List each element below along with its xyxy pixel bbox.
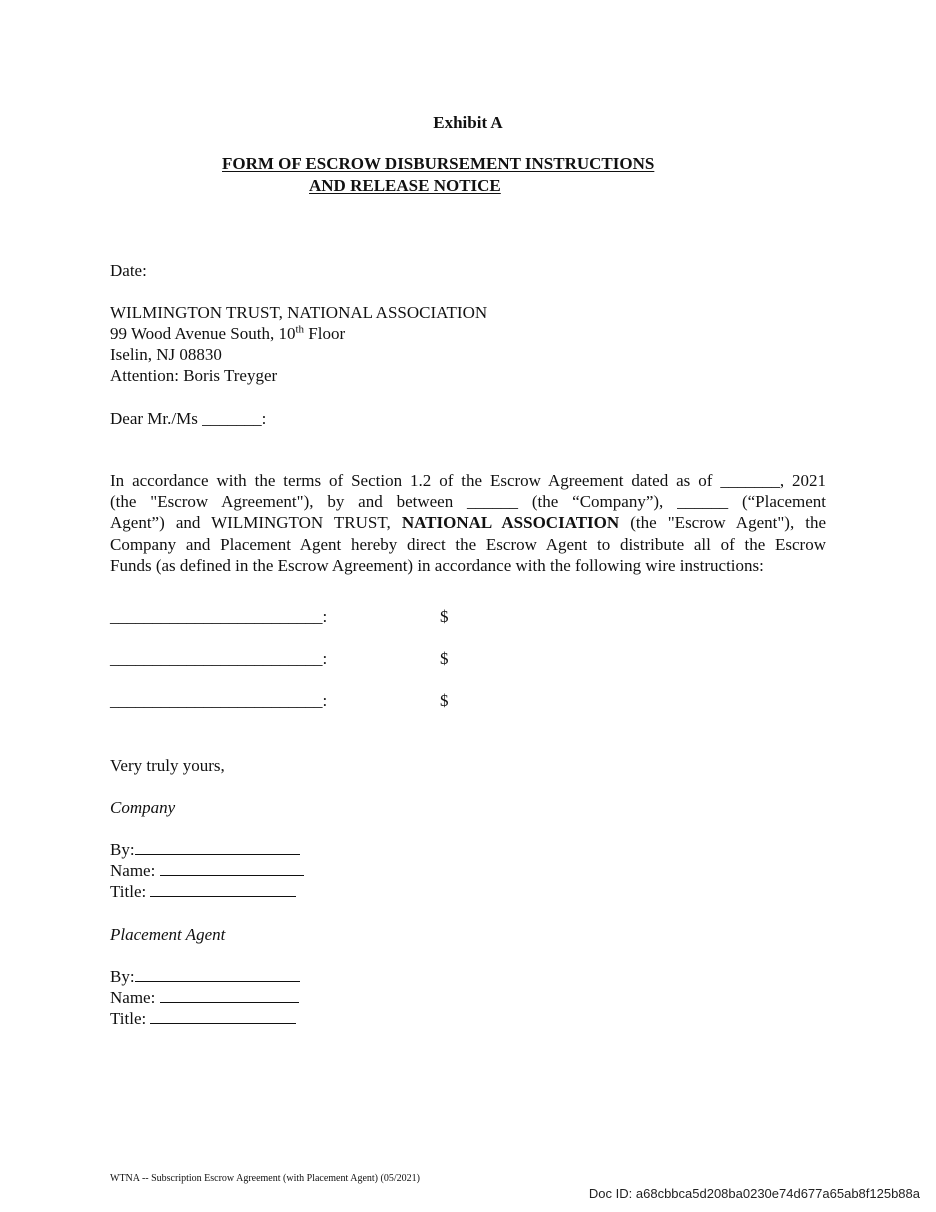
signature-line <box>135 966 300 982</box>
addressee-attention: Attention: Boris Treyger <box>110 366 278 385</box>
signature-line <box>150 1008 296 1024</box>
doc-id: Doc ID: a68cbbca5d208ba0230e74d677a65ab8f125b88a <box>588 1186 920 1201</box>
body-bold-text: NATIONAL ASSOCIATION <box>401 513 620 533</box>
signature-by-field: By: <box>110 839 300 860</box>
wire-payee-line: _________________________: <box>110 691 328 710</box>
addressee-name: WILMINGTON TRUST, NATIONAL ASSOCIATION <box>110 303 488 322</box>
body-line: Agent”) and WILMINGTON TRUST, NATIONAL ASSOCIATION (the "Escrow Agent"), the <box>110 513 827 533</box>
body-line: In accordance with the terms of Section 1.2 of the Escrow Agreement dated as of _______, 2021 <box>110 471 826 490</box>
page-footer: WTNA -- Subscription Escrow Agreement (with Placement Agent) (05/2021) <box>110 1173 420 1184</box>
form-title-line1: FORM OF ESCROW DISBURSEMENT INSTRUCTIONS <box>222 154 655 173</box>
wire-payee-line: _________________________: <box>110 607 328 626</box>
signature-line <box>135 839 300 855</box>
signature-line <box>160 987 299 1003</box>
signatory-party-company: Company <box>110 798 176 817</box>
signature-title-field: Title: <box>110 881 296 902</box>
body-paragraph <box>110 470 826 576</box>
salutation: Dear Mr./Ms _______: <box>110 409 267 428</box>
form-title-line2: AND RELEASE NOTICE <box>309 176 501 195</box>
body-line: Company and Placement Agent hereby direct the Escrow Agent to distribute all of the Escrow <box>110 534 826 554</box>
wire-payee-line: _________________________: <box>110 649 328 668</box>
signature-by-field: By: <box>110 966 300 987</box>
signature-line <box>150 881 296 897</box>
body-line: Funds (as defined in the Escrow Agreement) in accordance with the following wire instructions: <box>110 555 764 575</box>
signature-title-field: Title: <box>110 1008 296 1029</box>
body-line: (the "Escrow Agreement"), by and between ______ (the “Company”), ______ (“Placement <box>110 492 826 512</box>
date-label: Date: <box>110 261 147 280</box>
exhibit-label: Exhibit A <box>433 113 503 132</box>
signature-name-field: Name: <box>110 987 299 1008</box>
wire-amount-currency: $ <box>440 649 449 668</box>
addressee-city: Iselin, NJ 08830 <box>110 345 222 364</box>
signature-line <box>160 860 304 876</box>
signatory-party-placement-agent: Placement Agent <box>110 925 226 944</box>
signature-name-field: Name: <box>110 860 304 881</box>
wire-amount-currency: $ <box>440 607 449 626</box>
wire-amount-currency: $ <box>440 691 449 710</box>
addressee-street: 99 Wood Avenue South, 10th Floor <box>110 323 346 343</box>
closing: Very truly yours, <box>110 756 225 775</box>
